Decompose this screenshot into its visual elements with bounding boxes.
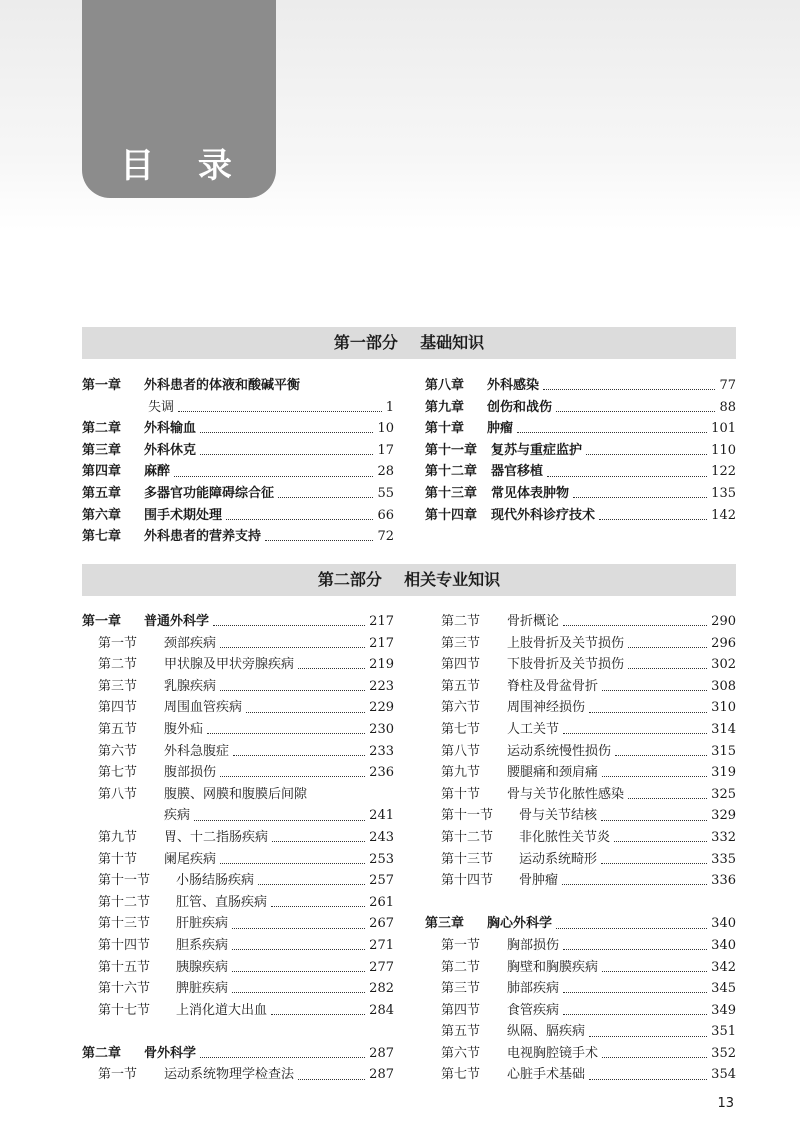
dot-leader xyxy=(589,1079,707,1080)
dot-leader xyxy=(226,519,373,520)
dot-leader xyxy=(614,841,707,842)
toc-chapter[interactable] xyxy=(425,483,736,505)
toc-label: 第五章 xyxy=(82,485,122,501)
dot-leader xyxy=(271,906,365,907)
toc-page-number: 354 xyxy=(711,1067,736,1083)
toc-section[interactable] xyxy=(425,1000,736,1022)
toc-page-number: 349 xyxy=(711,1002,736,1018)
dot-leader xyxy=(556,928,707,929)
part2-right-column xyxy=(425,611,736,1086)
toc-label: 第七章 xyxy=(82,529,122,545)
toc-label: 第九节 xyxy=(98,829,138,845)
dot-leader xyxy=(562,884,707,885)
dot-leader xyxy=(556,411,715,412)
toc-page-number: 253 xyxy=(369,851,394,867)
toc-label: 第四节 xyxy=(441,657,481,673)
toc-label: 第八节 xyxy=(98,786,138,802)
toc-label: 第十二节 xyxy=(98,894,151,910)
toc-page-number: 335 xyxy=(711,851,736,867)
toc-title: 周围血管疾病 xyxy=(164,700,243,716)
toc-label: 第一节 xyxy=(98,1067,138,1083)
toc-title: 围手术期处理 xyxy=(144,507,223,523)
toc-title: 胸心外科学 xyxy=(487,916,553,932)
toc-page-number: 88 xyxy=(719,399,736,415)
toc-title: 胸壁和胸膜疾病 xyxy=(507,959,599,975)
toc-chapter[interactable] xyxy=(82,483,394,505)
dot-leader xyxy=(602,1057,707,1058)
toc-page-number: 332 xyxy=(711,829,736,845)
toc-page-number: 329 xyxy=(711,808,736,824)
toc-page-number: 302 xyxy=(711,657,736,673)
toc-page-number: 243 xyxy=(369,829,394,845)
toc-title: 复苏与重症监护 xyxy=(491,442,583,458)
toc-title: 运动系统物理学检查法 xyxy=(164,1067,295,1083)
toc-title: 肿瘤 xyxy=(487,421,514,437)
dot-leader xyxy=(232,971,365,972)
toc-page-number: 351 xyxy=(711,1024,736,1040)
dot-leader xyxy=(563,733,707,734)
toc-page-number: 325 xyxy=(711,786,736,802)
toc-section[interactable] xyxy=(82,870,394,892)
toc-title: 脾脏疾病 xyxy=(176,981,229,997)
toc-label: 第九章 xyxy=(425,399,465,415)
toc-page-number: 66 xyxy=(377,507,394,523)
toc-page-number: 223 xyxy=(369,678,394,694)
toc-chapter[interactable] xyxy=(82,611,394,633)
dot-leader xyxy=(573,497,707,498)
toc-section[interactable] xyxy=(82,957,394,979)
toc-title: 脊柱及骨盆骨折 xyxy=(507,678,599,694)
toc-page-number: 101 xyxy=(711,421,736,437)
toc-label: 第七节 xyxy=(441,721,481,737)
toc-chapter[interactable] xyxy=(82,526,394,548)
toc-chapter[interactable] xyxy=(425,418,736,440)
dot-leader xyxy=(213,625,365,626)
dot-leader xyxy=(174,476,373,477)
part2-banner xyxy=(82,564,736,596)
toc-label: 第五节 xyxy=(98,721,138,737)
dot-leader xyxy=(258,884,365,885)
toc-title: 上肢骨折及关节损伤 xyxy=(507,635,625,651)
toc-label: 第四章 xyxy=(82,464,122,480)
toc-section[interactable] xyxy=(425,611,736,633)
page-number: 13 xyxy=(717,1096,734,1111)
part1-left-column xyxy=(82,375,394,548)
toc-page-number: 267 xyxy=(369,916,394,932)
toc-section[interactable] xyxy=(425,1064,736,1086)
dot-leader xyxy=(194,820,365,821)
toc-page-number: 308 xyxy=(711,678,736,694)
dot-leader xyxy=(602,690,707,691)
toc-page-number: 122 xyxy=(711,464,736,480)
toc-label: 第一节 xyxy=(98,635,138,651)
toc-section[interactable] xyxy=(425,697,736,719)
dot-leader xyxy=(602,971,707,972)
toc-page-number: 261 xyxy=(369,894,394,910)
toc-page-number: 217 xyxy=(369,635,394,651)
toc-label: 第六节 xyxy=(98,743,138,759)
toc-title: 小肠结肠疾病 xyxy=(176,873,255,889)
toc-chapter[interactable] xyxy=(82,418,394,440)
toc-title: 失调 xyxy=(148,399,175,415)
toc-section[interactable] xyxy=(82,1000,394,1022)
toc-label: 第十三节 xyxy=(441,851,494,867)
toc-section[interactable] xyxy=(425,741,736,763)
toc-section[interactable] xyxy=(425,978,736,1000)
toc-label: 第三章 xyxy=(82,442,122,458)
toc-title: 器官移植 xyxy=(491,464,544,480)
toc-page-number: 296 xyxy=(711,635,736,651)
toc-section[interactable] xyxy=(82,935,394,957)
toc-entry[interactable] xyxy=(82,805,394,827)
toc-page-number: 28 xyxy=(377,464,394,480)
toc-title: 骨外科学 xyxy=(144,1045,197,1061)
toc-label: 第三节 xyxy=(441,981,481,997)
toc-title: 腰腿痛和颈肩痛 xyxy=(507,765,599,781)
toc-label: 第九节 xyxy=(441,765,481,781)
dot-leader xyxy=(220,690,365,691)
toc-chapter[interactable] xyxy=(82,505,394,527)
toc-page-number: 290 xyxy=(711,614,736,629)
toc-section[interactable] xyxy=(82,1064,394,1086)
toc-label: 第一章 xyxy=(82,378,122,393)
toc-label: 第二章 xyxy=(82,1045,122,1061)
toc-label: 第十三节 xyxy=(98,916,151,932)
toc-page-number: 336 xyxy=(711,873,736,889)
toc-section[interactable] xyxy=(425,784,736,806)
toc-title: 麻醉 xyxy=(144,464,171,480)
toc-label: 第二节 xyxy=(441,959,481,975)
dot-leader xyxy=(599,519,707,520)
toc-page-number: 17 xyxy=(377,442,394,458)
toc-title: 胃、十二指肠疾病 xyxy=(164,829,269,845)
dot-leader xyxy=(178,411,382,412)
toc-title: 腹部损伤 xyxy=(164,765,217,781)
toc-page-number: 110 xyxy=(711,442,736,458)
toc-label: 第一节 xyxy=(441,937,481,953)
dot-leader xyxy=(220,647,365,648)
toc-page-number: 233 xyxy=(369,743,394,759)
toc-title: 疾病 xyxy=(164,808,191,824)
toc-label: 第十章 xyxy=(425,421,465,437)
dot-leader xyxy=(278,497,373,498)
toc-section[interactable] xyxy=(82,913,394,935)
dot-leader xyxy=(601,820,707,821)
dot-leader xyxy=(232,949,365,950)
dot-leader xyxy=(246,712,365,713)
toc-chapter[interactable] xyxy=(425,375,736,397)
toc-page-number: 241 xyxy=(369,808,394,824)
dot-leader xyxy=(207,733,365,734)
toc-title: 电视胸腔镜手术 xyxy=(507,1045,599,1061)
dot-leader xyxy=(615,755,707,756)
toc-title: 外科输血 xyxy=(144,421,197,437)
toc-section[interactable] xyxy=(82,849,394,871)
part1-title: 第一部分 基础知识 xyxy=(333,333,485,352)
toc-page-number: 352 xyxy=(711,1045,736,1061)
toc-label: 第十二节 xyxy=(441,829,494,845)
dot-leader xyxy=(628,798,707,799)
toc-title: 下肢骨折及关节损伤 xyxy=(507,657,625,673)
toc-title: 周围神经损伤 xyxy=(507,700,586,716)
toc-label: 第十七节 xyxy=(98,1002,151,1018)
toc-title: 骨与关节结核 xyxy=(519,808,598,824)
part2-left-column xyxy=(82,611,394,1086)
toc-title: 人工关节 xyxy=(507,721,560,737)
toc-title: 肺部疾病 xyxy=(507,981,560,997)
toc-title: 骨折概论 xyxy=(507,614,560,629)
toc-title: 骨与关节化脓性感染 xyxy=(507,786,625,802)
dot-leader xyxy=(563,992,707,993)
toc-section[interactable] xyxy=(82,633,394,655)
toc-title: 颈部疾病 xyxy=(164,635,217,651)
toc-label: 第二章 xyxy=(82,421,122,437)
toc-label: 第六节 xyxy=(441,1045,481,1061)
toc-title: 外科休克 xyxy=(144,442,197,458)
toc-page-number: 55 xyxy=(377,485,394,501)
toc-label: 第十四章 xyxy=(425,507,478,523)
toc-title: 多器官功能障碍综合征 xyxy=(144,485,275,501)
dot-leader xyxy=(543,389,715,390)
toc-label: 第七节 xyxy=(98,765,138,781)
toc-page-number: 284 xyxy=(369,1002,394,1018)
toc-section[interactable] xyxy=(425,719,736,741)
toc-title: 常见体表肿物 xyxy=(491,485,570,501)
toc-title: 运动系统畸形 xyxy=(519,851,598,867)
toc-chapter[interactable] xyxy=(82,461,394,483)
part1-banner xyxy=(82,327,736,359)
toc-page-number: 217 xyxy=(369,614,394,629)
toc-label: 第十二章 xyxy=(425,464,478,480)
toc-section[interactable] xyxy=(425,1021,736,1043)
toc-page-number: 77 xyxy=(719,378,736,393)
toc-title: 阑尾疾病 xyxy=(164,851,217,867)
toc-title: 乳腺疾病 xyxy=(164,678,217,694)
toc-label: 第二节 xyxy=(441,614,481,629)
toc-page-number: 277 xyxy=(369,959,394,975)
toc-section[interactable] xyxy=(82,762,394,784)
dot-leader xyxy=(200,454,373,455)
dot-leader xyxy=(589,1036,707,1037)
toc-page-number: 342 xyxy=(711,959,736,975)
dot-leader xyxy=(272,841,365,842)
dot-leader xyxy=(628,668,707,669)
toc-page-number: 142 xyxy=(711,507,736,523)
toc-label: 第十一章 xyxy=(425,442,478,458)
toc-section[interactable] xyxy=(82,697,394,719)
toc-section[interactable] xyxy=(425,654,736,676)
toc-page-number: 345 xyxy=(711,981,736,997)
toc-label: 第二节 xyxy=(98,657,138,673)
toc-title: 骨肿瘤 xyxy=(519,873,559,889)
dot-leader xyxy=(563,625,707,626)
toc-page-number: 219 xyxy=(369,657,394,673)
toc-title: 甲状腺及甲状旁腺疾病 xyxy=(164,657,295,673)
dot-leader xyxy=(200,432,373,433)
toc-section[interactable] xyxy=(82,719,394,741)
dot-leader xyxy=(265,540,373,541)
toc-label: 第十节 xyxy=(98,851,138,867)
toc-chapter[interactable] xyxy=(82,440,394,462)
toc-title: 创伤和战伤 xyxy=(487,399,553,415)
toc-title: 腹外疝 xyxy=(164,721,204,737)
toc-page-number: 236 xyxy=(369,765,394,781)
toc-title: 外科急腹症 xyxy=(164,743,230,759)
dot-leader xyxy=(298,1079,365,1080)
dot-leader xyxy=(601,863,707,864)
toc-chapter[interactable] xyxy=(425,913,736,935)
toc-entry[interactable] xyxy=(82,397,394,419)
toc-title: 外科患者的体液和酸碱平衡 xyxy=(144,378,301,393)
toc-chapter[interactable] xyxy=(425,505,736,527)
toc-title: 食管疾病 xyxy=(507,1002,560,1018)
toc-label: 第五节 xyxy=(441,1024,481,1040)
toc-label: 第十四节 xyxy=(98,937,151,953)
toc-title: 腹膜、网膜和腹膜后间隙 xyxy=(164,786,308,802)
toc-title: 肛管、直肠疾病 xyxy=(176,894,268,910)
dot-leader xyxy=(589,712,707,713)
toc-section[interactable] xyxy=(425,870,736,892)
toc-title: 胸部损伤 xyxy=(507,937,560,953)
toc-section[interactable] xyxy=(425,805,736,827)
toc-label: 第十六节 xyxy=(98,981,151,997)
toc-label: 第十四节 xyxy=(441,873,494,889)
toc-label: 第十三章 xyxy=(425,485,478,501)
toc-chapter[interactable] xyxy=(425,440,736,462)
dot-leader xyxy=(233,755,365,756)
toc-label: 第八节 xyxy=(441,743,481,759)
toc-label: 第六节 xyxy=(441,700,481,716)
dot-leader xyxy=(517,432,707,433)
toc-section[interactable] xyxy=(82,741,394,763)
toc-page-number: 10 xyxy=(377,421,394,437)
toc-title: 纵隔、膈疾病 xyxy=(507,1024,586,1040)
toc-page-number: 287 xyxy=(369,1045,394,1061)
toc-label: 第十一节 xyxy=(98,873,151,889)
page-title: 目 录 xyxy=(120,146,248,186)
dot-leader xyxy=(271,1014,365,1015)
toc-section[interactable] xyxy=(425,935,736,957)
toc-page-number: 314 xyxy=(711,721,736,737)
toc-page-number: 1 xyxy=(385,399,394,415)
toc-page-number: 72 xyxy=(377,529,394,545)
toc-section[interactable] xyxy=(425,762,736,784)
dot-leader xyxy=(586,454,707,455)
toc-section[interactable] xyxy=(82,784,394,806)
title-tab xyxy=(82,0,276,198)
toc-section[interactable] xyxy=(425,1043,736,1065)
dot-leader xyxy=(220,776,365,777)
toc-section[interactable] xyxy=(425,676,736,698)
toc-label: 第八章 xyxy=(425,378,465,393)
toc-label: 第三章 xyxy=(425,916,465,932)
toc-section[interactable] xyxy=(82,827,394,849)
toc-page-number: 310 xyxy=(711,700,736,716)
toc-chapter[interactable] xyxy=(425,461,736,483)
toc-label: 第四节 xyxy=(441,1002,481,1018)
toc-page-number: 340 xyxy=(711,937,736,953)
dot-leader xyxy=(220,863,365,864)
toc-title: 胰腺疾病 xyxy=(176,959,229,975)
toc-page-number: 319 xyxy=(711,765,736,781)
toc-section[interactable] xyxy=(425,827,736,849)
toc-title: 上消化道大出血 xyxy=(176,1002,268,1018)
toc-section[interactable] xyxy=(425,957,736,979)
toc-section[interactable] xyxy=(82,978,394,1000)
toc-label: 第五节 xyxy=(441,678,481,694)
toc-page-number: 340 xyxy=(711,916,736,932)
spacer xyxy=(82,1021,394,1043)
dot-leader xyxy=(628,647,707,648)
toc-title: 现代外科诊疗技术 xyxy=(491,507,596,523)
toc-page-number: 315 xyxy=(711,743,736,759)
toc-label: 第三节 xyxy=(98,678,138,694)
dot-leader xyxy=(563,949,707,950)
spacer xyxy=(425,892,736,914)
toc-section[interactable] xyxy=(82,654,394,676)
dot-leader xyxy=(298,668,365,669)
toc-page-number: 271 xyxy=(369,937,394,953)
toc-chapter[interactable] xyxy=(82,375,394,397)
dot-leader xyxy=(200,1057,365,1058)
dot-leader xyxy=(232,928,365,929)
toc-section[interactable] xyxy=(425,633,736,655)
toc-chapter[interactable] xyxy=(425,397,736,419)
toc-page-number: 287 xyxy=(369,1067,394,1083)
toc-title: 外科患者的营养支持 xyxy=(144,529,262,545)
toc-page-number: 135 xyxy=(711,485,736,501)
toc-title: 心脏手术基础 xyxy=(507,1067,586,1083)
toc-title: 肝脏疾病 xyxy=(176,916,229,932)
toc-page-number: 282 xyxy=(369,981,394,997)
toc-label: 第十五节 xyxy=(98,959,151,975)
toc-label: 第六章 xyxy=(82,507,122,523)
dot-leader xyxy=(232,992,365,993)
toc-label: 第四节 xyxy=(98,700,138,716)
toc-label: 第七节 xyxy=(441,1067,481,1083)
toc-page-number: 230 xyxy=(369,721,394,737)
toc-section[interactable] xyxy=(82,676,394,698)
toc-label: 第一章 xyxy=(82,614,122,629)
toc-label: 第十一节 xyxy=(441,808,494,824)
dot-leader xyxy=(547,476,707,477)
toc-page-number: 229 xyxy=(369,700,394,716)
toc-title: 普通外科学 xyxy=(144,614,210,629)
part2-title: 第二部分 相关专业知识 xyxy=(317,570,501,589)
toc-chapter[interactable] xyxy=(82,1043,394,1065)
dot-leader xyxy=(563,1014,707,1015)
toc-title: 外科感染 xyxy=(487,378,540,393)
toc-title: 运动系统慢性损伤 xyxy=(507,743,612,759)
toc-section[interactable] xyxy=(82,892,394,914)
toc-title: 非化脓性关节炎 xyxy=(519,829,611,845)
dot-leader xyxy=(602,776,707,777)
toc-label: 第三节 xyxy=(441,635,481,651)
toc-label: 第十节 xyxy=(441,786,481,802)
toc-title: 胆系疾病 xyxy=(176,937,229,953)
toc-section[interactable] xyxy=(425,849,736,871)
part1-right-column xyxy=(425,375,736,526)
toc-page-number: 257 xyxy=(369,873,394,889)
